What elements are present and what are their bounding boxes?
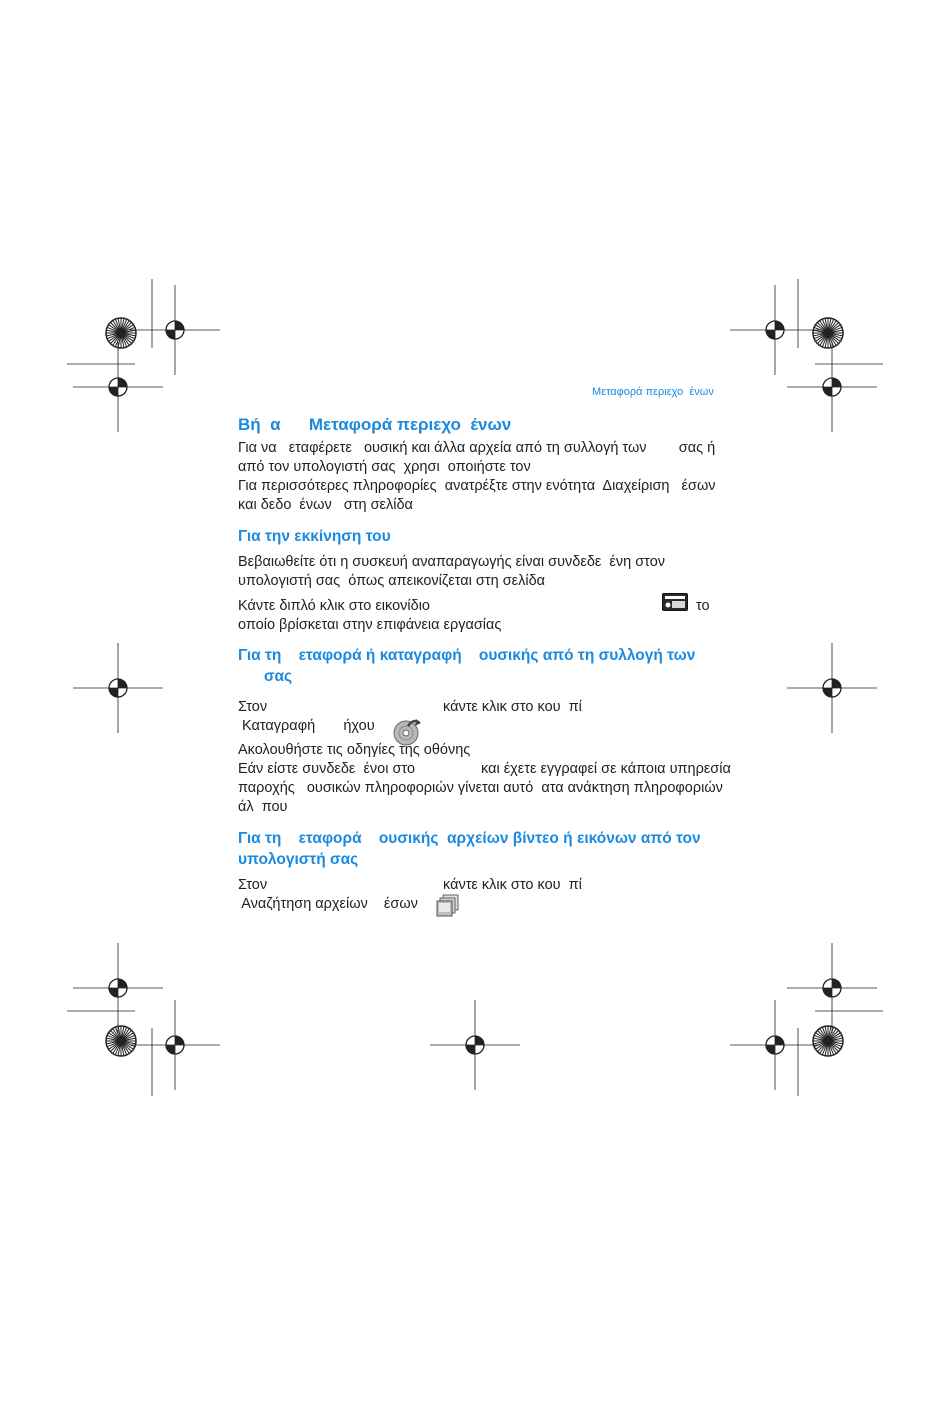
intro-line: Για να εταφέρετε ουσική και άλλα αρχεία από τη συλλογή των σας ή bbox=[238, 440, 716, 456]
section1-line: οποίο βρίσκεται στην επιφάνεια εργασίας bbox=[238, 617, 502, 633]
section3-line: κάντε κλικ στο κου πί bbox=[443, 877, 582, 893]
section2-line: παροχής ουσικών πληροφοριών γίνεται αυτό ατα ανάκτηση πληροφοριών bbox=[238, 780, 723, 796]
section2-line: Στον bbox=[238, 699, 268, 715]
section1-line: Κάντε διπλό κλικ στο εικονίδιο bbox=[238, 598, 430, 614]
section1-line: υπολογιστή σας όπως απεικονίζεται στη σελίδα bbox=[238, 573, 546, 589]
step-title: Βή α Μεταφορά περιεχο ένων bbox=[238, 415, 512, 434]
section-heading-transfer-line1: Για τη εταφορά ουσικής αρχείων βίντεο ή εικόνων από τον bbox=[238, 830, 701, 847]
section2-line: και έχετε εγγραφεί σε κάποια υπηρεσία bbox=[481, 761, 731, 777]
running-header: Μεταφορά περιεχο ένων bbox=[592, 386, 714, 398]
desktop-app-icon bbox=[662, 593, 688, 611]
section2-line: Εάν είστε συνδεδε ένοι στο bbox=[238, 761, 416, 777]
section2-line: κάντε κλικ στο κου πί bbox=[443, 699, 582, 715]
section3-line: Στον bbox=[238, 877, 268, 893]
media-files-icon bbox=[435, 894, 461, 918]
section2-line: Καταγραφή ήχου bbox=[238, 718, 375, 734]
section-heading-transfer-line2: υπολογιστή σας bbox=[238, 851, 359, 868]
intro-line: από τον υπολογιστή σας χρησι οποιήστε τον bbox=[238, 459, 531, 475]
section-heading-launch: Για την εκκίνηση του bbox=[238, 528, 391, 545]
section2-line: άλ που bbox=[238, 799, 288, 815]
section1-line: Βεβαιωθείτε ότι η συσκευή αναπαραγωγής είναι συνδεδε ένη στον bbox=[238, 554, 666, 570]
intro-line: Για περισσότερες πληροφορίες ανατρέξτε στην ενότητα Διαχείριση έσων bbox=[238, 478, 716, 494]
section-heading-rip-line1: Για τη εταφορά ή καταγραφή ουσικής από τη συλλογή των bbox=[238, 647, 696, 664]
intro-line: και δεδο ένων στη σελίδα bbox=[238, 497, 413, 513]
section3-line: Αναζήτηση αρχείων έσων bbox=[238, 896, 418, 912]
section2-line: Ακολουθήστε τις οδηγίες της οθόνης bbox=[238, 742, 471, 758]
section1-line: το bbox=[696, 598, 710, 614]
section-heading-rip-line2: σας bbox=[238, 668, 293, 685]
